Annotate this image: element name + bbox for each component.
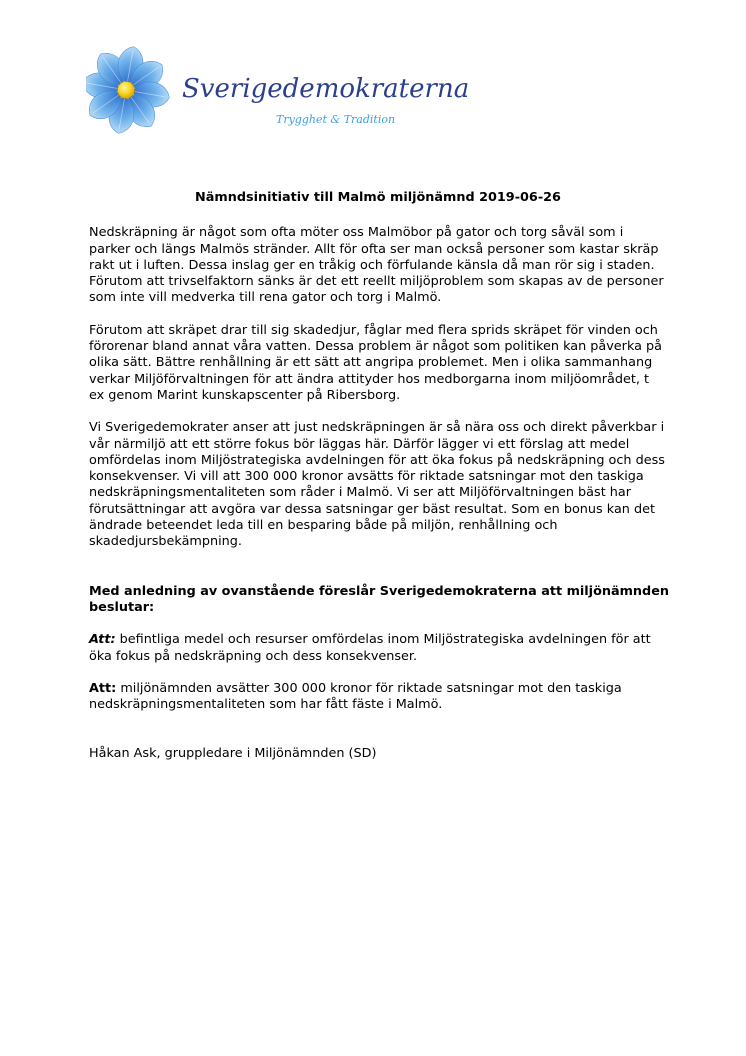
decision-label: Att: <box>89 680 117 696</box>
paragraph-3 <box>89 420 665 550</box>
paragraph-1 <box>89 225 664 306</box>
text-line: konsekvenser. Vi vill att 300 000 kronor avsätts för riktade satsningar mot den taskiga <box>89 469 644 485</box>
text-line: nedskräpningsmentaliteten som råder i Malmö. Vi ser att Miljöförvaltningen bäst har <box>89 485 631 501</box>
text-line: Nedskräpning är något som ofta möter oss Malmöbor på gator och torg såväl som i <box>89 225 624 241</box>
heading-line: Med anledning av ovanstående föreslår Sverigedemokraterna att miljönämnden <box>89 583 669 599</box>
logo-tagline: Trygghet & Tradition <box>276 113 396 126</box>
party-logo <box>86 40 470 136</box>
proposal-heading <box>89 583 669 617</box>
heading-line: beslutar: <box>89 599 155 615</box>
text-line: Vi Sverigedemokrater anser att just nedskräpningen är så nära oss och direkt påverkbar i <box>89 420 665 436</box>
text-line: som inte vill medverka till rena gator och torg i Malmö. <box>89 290 442 306</box>
text-line: förorenar bland annat våra vatten. Dessa problem är något som politiken kan påverka på <box>89 339 663 355</box>
text-line: ändrade beteendet leda till en besparing både på miljön, renhållning och <box>89 518 558 534</box>
text-line: omfördelas inom Miljöstrategiska avdelningen för att öka fokus på nedskräpning och dess <box>89 452 665 468</box>
document-title: Nämndsinitiativ till Malmö miljönämnd 2019-06-26 <box>195 190 561 205</box>
text-line: vår närmiljö att ett större fokus bör läggas här. Därför lägger vi ett förslag att medel <box>89 436 630 452</box>
decision-text: befintliga medel och resurser omfördelas inom Miljöstrategiska avdelningen för att <box>119 632 651 648</box>
decision-text: öka fokus på nedskräpning och dess konsekvenser. <box>89 648 418 664</box>
decision-1 <box>89 632 659 665</box>
paragraph-2 <box>89 322 663 404</box>
decision-text: miljönämnden avsätter 300 000 kronor för riktade satsningar mot den taskiga <box>120 680 622 696</box>
decision-line <box>89 681 659 697</box>
text-line: verkar Miljöförvaltningen för att ändra attityder hos medborgarna inom miljöområdet, t <box>89 371 650 387</box>
text-line: Förutom att trivselfaktorn sänks är det ett reellt miljöproblem som skapas av de personer <box>89 274 664 290</box>
signature: Håkan Ask, gruppledare i Miljönämnden (SD) <box>89 746 377 762</box>
decision-text: nedskräpningsmentaliteten som har fått fäste i Malmö. <box>89 697 443 713</box>
logo-wordmark: Sverigedemokraterna <box>182 74 470 104</box>
text-line: ex genom Marint kunskapscenter på Ribersborg. <box>89 387 401 403</box>
text-line: rakt ut i luften. Dessa inslag ger en tråkig och förfulande känsla då man rör sig i staden. <box>89 257 655 273</box>
text-line: parker och längs Malmös stränder. Allt för ofta ser man också personer som kastar skräp <box>89 241 659 257</box>
decision-line <box>89 632 659 648</box>
document-body <box>89 190 669 763</box>
decision-label: Att: <box>89 632 116 648</box>
decision-2 <box>89 681 659 714</box>
text-line: Förutom att skräpet drar till sig skadedjur, fåglar med flera sprids skräpet för vinden och <box>89 322 658 338</box>
text-line: olika sätt. Bättre renhållning är ett sätt att angripa problemet. Men i olika sammanhang <box>89 355 653 371</box>
flower-logo-icon <box>86 40 182 136</box>
text-line: förutsättningar att avgöra var dessa satsningar ger bäst resultat. Som en bonus kan det <box>89 501 655 517</box>
text-line: skadedjursbekämpning. <box>89 534 242 550</box>
